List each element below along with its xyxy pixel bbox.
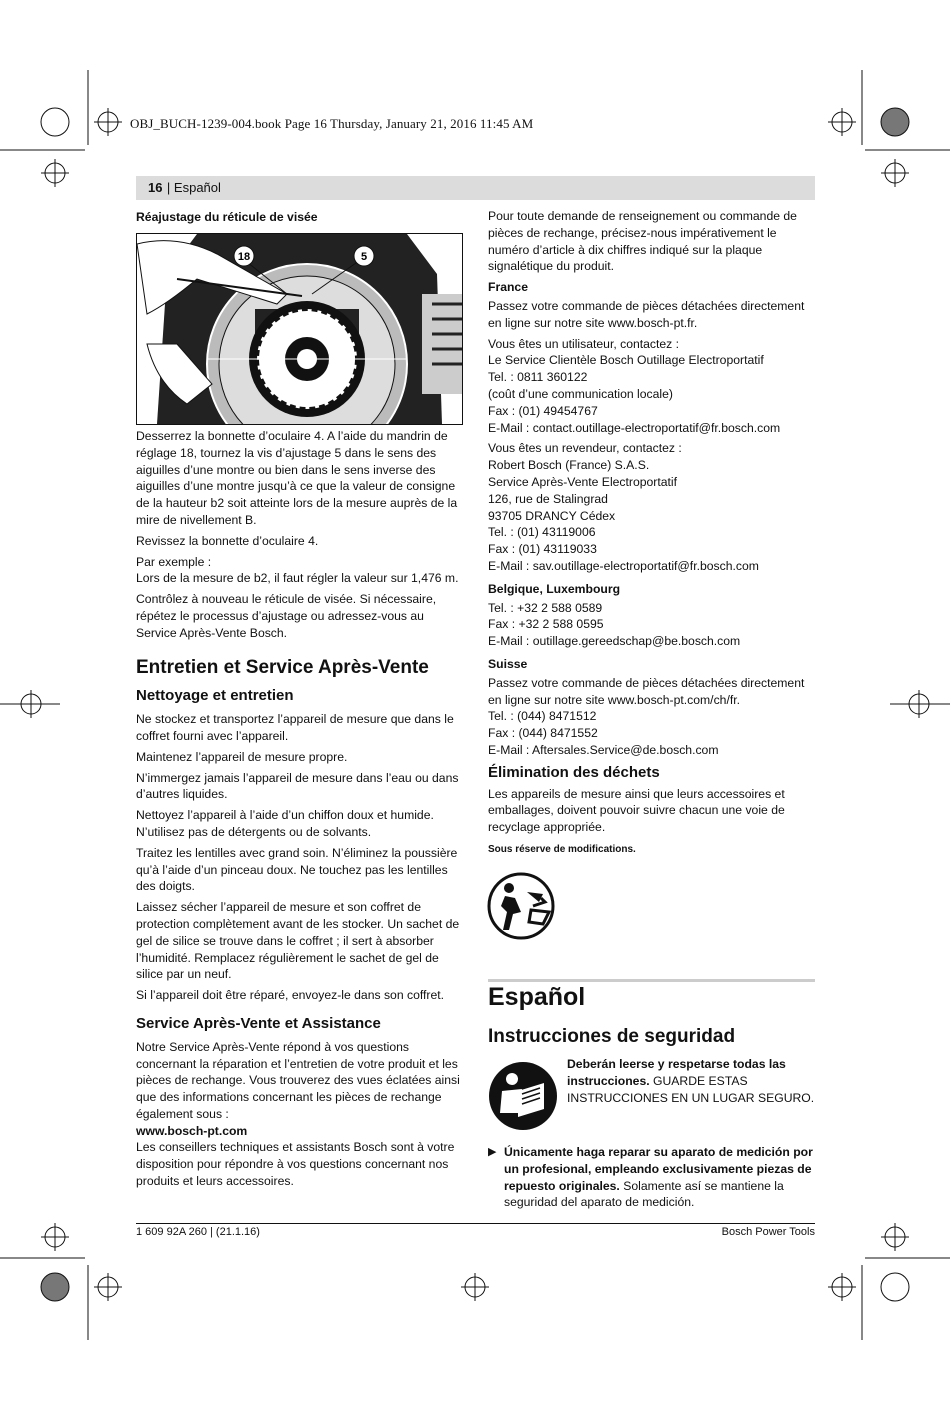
callout-5: 5 <box>360 251 368 263</box>
cleaning-paragraph: Ne stockez et transportez l’appareil de mesure que dans le coffret fourni avec l’appareil. <box>136 712 454 743</box>
file-header: OBJ_BUCH-1239-004.book Page 16 Thursday, January 21, 2016 11:45 AM <box>130 116 534 131</box>
reserve-note: Sous réserve de modifications. <box>488 843 636 855</box>
disposal-text: Les appareils de mesure ainsi que leurs accessoires et emballages, doivent pouvoir suivre chacun une voie de recyclage appropriée. <box>488 786 785 835</box>
disposal-title: Élimination des déchets <box>488 763 660 781</box>
belux-title: Belgique, Luxembourg <box>488 581 621 596</box>
reset-paragraph: Lors de la mesure de b2, il faut régler la valeur sur 1,476 m. <box>136 571 459 586</box>
contact-line: Tel. : (044) 8471512 <box>488 709 597 724</box>
service-paragraph: Notre Service Après-Vente répond à vos questions concernant la réparation et l’entretien de votre produit et les pièces de rechange. Vous trouverez des vues éclatées ainsi que des informations concernant les pièces de rechange également sous : <box>136 1039 460 1121</box>
bullet-triangle-icon: ▶ <box>488 1146 497 1158</box>
intro-paragraph: Pour toute demande de renseignement ou commande de pièces de rechange, précisez-nous impérativement le numéro d’article à dix chiffres indiqué sur la plaque signalétique du produit. <box>488 209 797 274</box>
contact-line[interactable]: E-Mail : contact.outillage-electroportatif@fr.bosch.com <box>488 420 781 435</box>
contact-line[interactable]: E-Mail : Aftersales.Service@de.bosch.com <box>488 742 719 757</box>
france-order: Passez votre commande de pièces détachées directement en ligne sur notre site www.bosch-pt.fr. <box>488 298 805 330</box>
callout-18: 18 <box>237 251 251 263</box>
safety-bullet <box>504 1144 817 1211</box>
cleaning-title: Nettoyage et entretien <box>136 687 294 705</box>
page-header <box>136 176 815 200</box>
suisse-order: Passez votre commande de pièces détachées directement en ligne sur notre site www.bosch-pt.com/ch/fr. <box>488 675 805 707</box>
contact-line: Vous êtes un utilisateur, contactez : <box>488 336 680 351</box>
contact-line: 93705 DRANCY Cédex <box>488 508 616 523</box>
reset-paragraph: Par exemple : <box>136 554 212 569</box>
safety-note-normal: GUARDE ESTAS INSTRUCCIONES EN UN LUGAR SEGURO. <box>567 1073 815 1105</box>
contact-line: Tel. : (01) 43119006 <box>488 525 596 540</box>
service-title: Service Après-Vente et Assistance <box>136 1014 381 1032</box>
page-number: 16 <box>148 180 163 195</box>
figure-title: Réajustage du réticule de visée <box>136 210 318 224</box>
france-user-block <box>488 336 818 437</box>
safety-note-bold: Deberán leerse y respetarse todas las instrucciones. <box>567 1057 786 1088</box>
cleaning-paragraph: Laissez sécher l’appareil de mesure et son coffret de protection complètement avant de les stocker. Un sachet de gel de silice se trouve dans le coffret ; il sert à absorber l’humidité. Remplacez régulièrement le sachet de gel de silice par un neuf. <box>136 900 460 982</box>
footer-right: Bosch Power Tools <box>721 1226 815 1238</box>
reticle-figure <box>136 233 463 425</box>
service-paragraph-2: Les conseillers techniques et assistants Bosch sont à votre disposition pour répondre à vos questions concernant nos produits et leurs accessoires. <box>136 1140 455 1189</box>
contact-line: Fax : +32 2 588 0595 <box>488 617 604 632</box>
read-manual-icon <box>488 1061 558 1131</box>
section-divider <box>488 979 815 982</box>
left-column <box>136 209 466 230</box>
left-text <box>136 428 466 1194</box>
contact-line: Fax : (044) 8471552 <box>488 726 598 741</box>
france-title: France <box>488 280 528 295</box>
footer-rule <box>136 1223 815 1224</box>
section-title: Entretien et Service Après-Vente <box>136 656 429 678</box>
right-column <box>488 208 818 863</box>
cleaning-paragraph: Traitez les lentilles avec grand soin. N’éliminez la poussière qu’à l’aide d’un pinceau doux. Ne touchez pas les lentilles des doigts. <box>136 845 458 894</box>
contact-line: Service Après-Vente Electroportatif <box>488 474 678 489</box>
contact-line: Le Service Clientèle Bosch Outillage Electroportatif <box>488 353 764 368</box>
reticle-illustration <box>137 234 462 424</box>
contact-line: 126, rue de Stalingrad <box>488 491 608 506</box>
reset-paragraph: Contrôlez à nouveau le réticule de visée. Si nécessaire, répétez le processus d’ajustage ou adressez-vous au Service Après-Vente Bosch. <box>136 592 437 640</box>
belux-block <box>488 600 818 650</box>
contact-line[interactable]: E-Mail : outillage.gereedschap@be.bosch.com <box>488 634 741 649</box>
safety-title: Instrucciones de seguridad <box>488 1026 736 1047</box>
cleaning-paragraph: Si l’appareil doit être réparé, envoyez-le dans son coffret. <box>136 988 445 1003</box>
safety-note <box>567 1056 817 1106</box>
footer-left: 1 609 92A 260 | (21.1.16) <box>136 1226 260 1238</box>
service-url[interactable]: www.bosch-pt.com <box>136 1123 248 1138</box>
language-title: Español <box>488 983 586 1011</box>
contact-line: (coût d’une communication locale) <box>488 386 673 401</box>
bullet-bold: Únicamente haga reparar su aparato de medición por un profesional, empleando exclusivamente piezas de repuesto originales. <box>504 1145 813 1193</box>
reset-paragraph: Desserrez la bonnette d’oculaire 4. A l’aide du mandrin de réglage 18, tournez la vis d’ajustage 5 dans le sens des aiguilles d’une montre ou bien dans le sens inverse des aiguilles d’une montre jusqu’à ce que la valeur de consigne de la hauteur b2 soit atteinte lors de la mesure auprès de la mire de nivellement B. <box>136 429 458 527</box>
suisse-block <box>488 708 818 758</box>
contact-line: Fax : (01) 49454767 <box>488 403 598 418</box>
france-dealer-block <box>488 440 818 574</box>
cleaning-paragraph: N’immergez jamais l’appareil de mesure dans l’eau ou dans d’autres liquides. <box>136 770 459 802</box>
recycling-icon <box>487 872 559 940</box>
contact-line: Vous êtes un revendeur, contactez : <box>488 441 682 456</box>
reset-paragraph: Revissez la bonnette d’oculaire 4. <box>136 533 319 548</box>
contact-line: Tel. : +32 2 588 0589 <box>488 600 603 615</box>
header-separator: | <box>166 180 174 195</box>
page-section: Español <box>173 180 221 195</box>
contact-line[interactable]: E-Mail : sav.outillage-electroportatif@fr.bosch.com <box>488 558 759 573</box>
cleaning-paragraph: Nettoyez l’appareil à l’aide d’un chiffon doux et humide. N’utilisez pas de détergents ou de solvants. <box>136 808 434 839</box>
suisse-title: Suisse <box>488 656 528 671</box>
bullet-normal: Solamente así se mantiene la seguridad del aparato de medición. <box>504 1178 784 1210</box>
contact-line: Fax : (01) 43119033 <box>488 542 597 557</box>
contact-line: Robert Bosch (France) S.A.S. <box>488 458 650 473</box>
cleaning-paragraph: Maintenez l’appareil de mesure propre. <box>136 749 348 764</box>
contact-line: Tel. : 0811 360122 <box>488 370 588 385</box>
